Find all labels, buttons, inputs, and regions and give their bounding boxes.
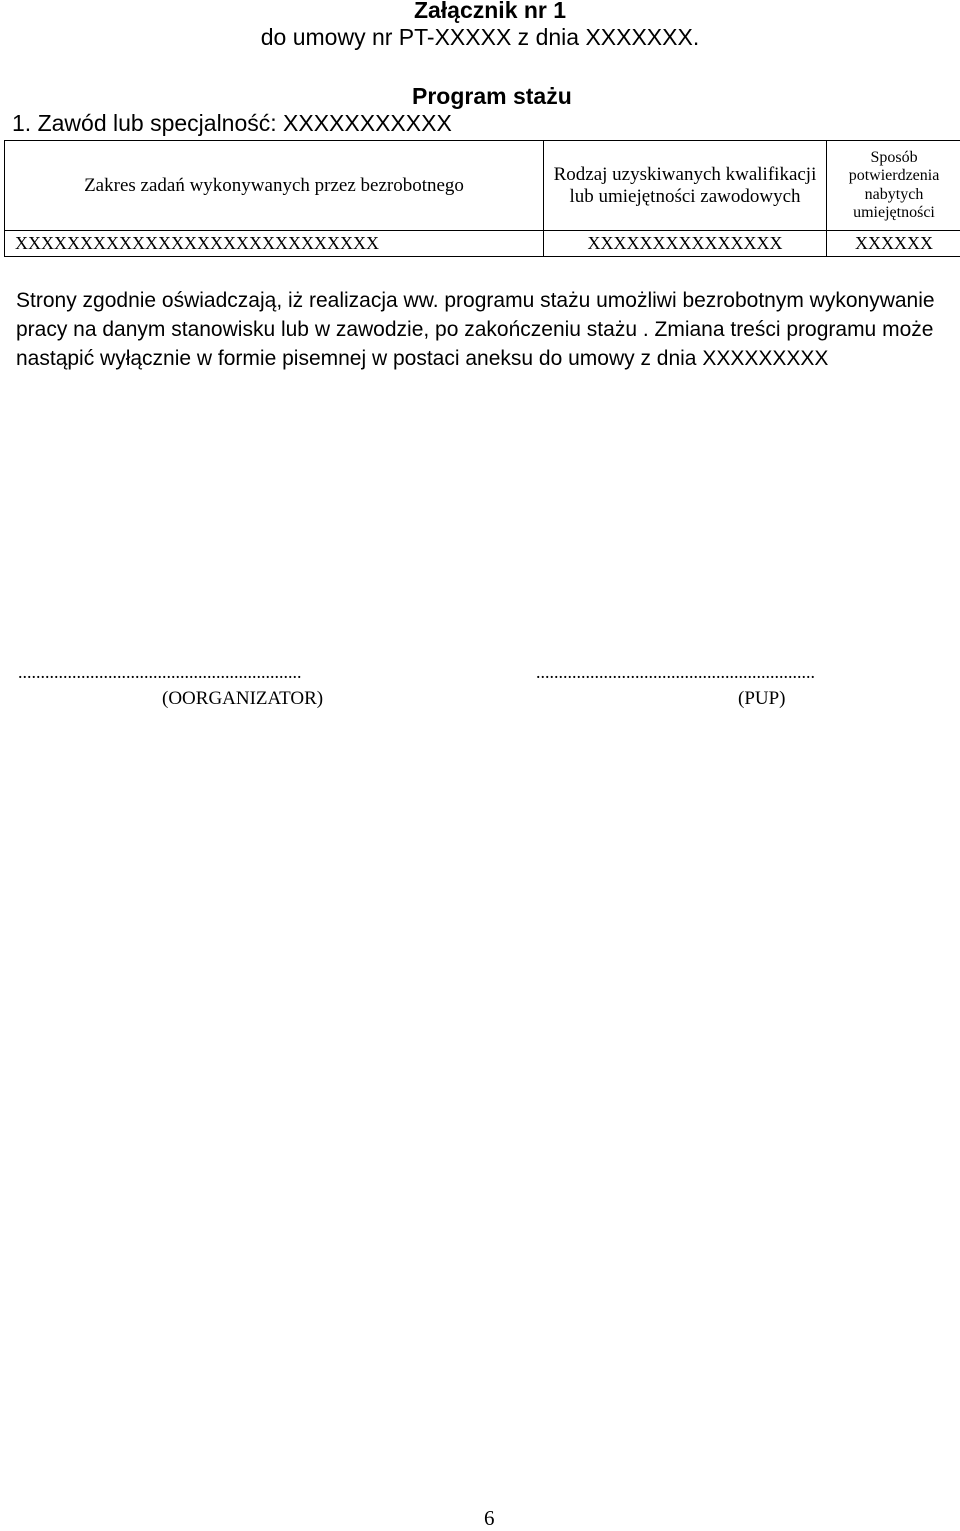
page-number: 6 [484, 1506, 495, 1531]
cell-qualifications: XXXXXXXXXXXXXXX [544, 231, 827, 257]
statement-paragraph: Strony zgodnie oświadczają, iż realizacja ww. programu stażu umożliwi bezrobotnym wykonywanie pracy na danym stanowisku lub w zawodzie, po zakończeniu stażu . Zmiana treści programu może nastąpić wyłącznie w formie pisemnej w postaci aneksu do umowy z dnia XXXXXXXXX [16, 286, 946, 373]
cell-task-scope: XXXXXXXXXXXXXXXXXXXXXXXXXXXX [5, 231, 544, 257]
table-header-row [5, 141, 960, 231]
occupation-line: 1. Zawód lub specjalność: XXXXXXXXXXX [12, 110, 452, 137]
annex-title: Załącznik nr 1 [0, 0, 960, 24]
signature-line-organizer: ............................................................... [18, 662, 302, 683]
table-row [5, 231, 960, 257]
header-task-scope: Zakres zadań wykonywanych przez bezrobotnego [5, 141, 544, 231]
annex-subtitle: do umowy nr PT-XXXXX z dnia XXXXXXX. [0, 24, 960, 51]
program-title: Program stażu [412, 83, 572, 110]
program-table [4, 140, 960, 257]
header-confirmation-method: Sposób potwierdzenia nabytych umiejętności [827, 141, 960, 231]
cell-confirmation-method: XXXXXX [827, 231, 960, 257]
header-qualifications: Rodzaj uzyskiwanych kwalifikacji lub umiejętności zawodowych [544, 141, 827, 231]
signature-label-pup: (PUP) [738, 688, 786, 710]
signature-label-organizer: (OORGANIZATOR) [162, 688, 323, 710]
signature-line-pup: .............................................................. [536, 662, 815, 683]
